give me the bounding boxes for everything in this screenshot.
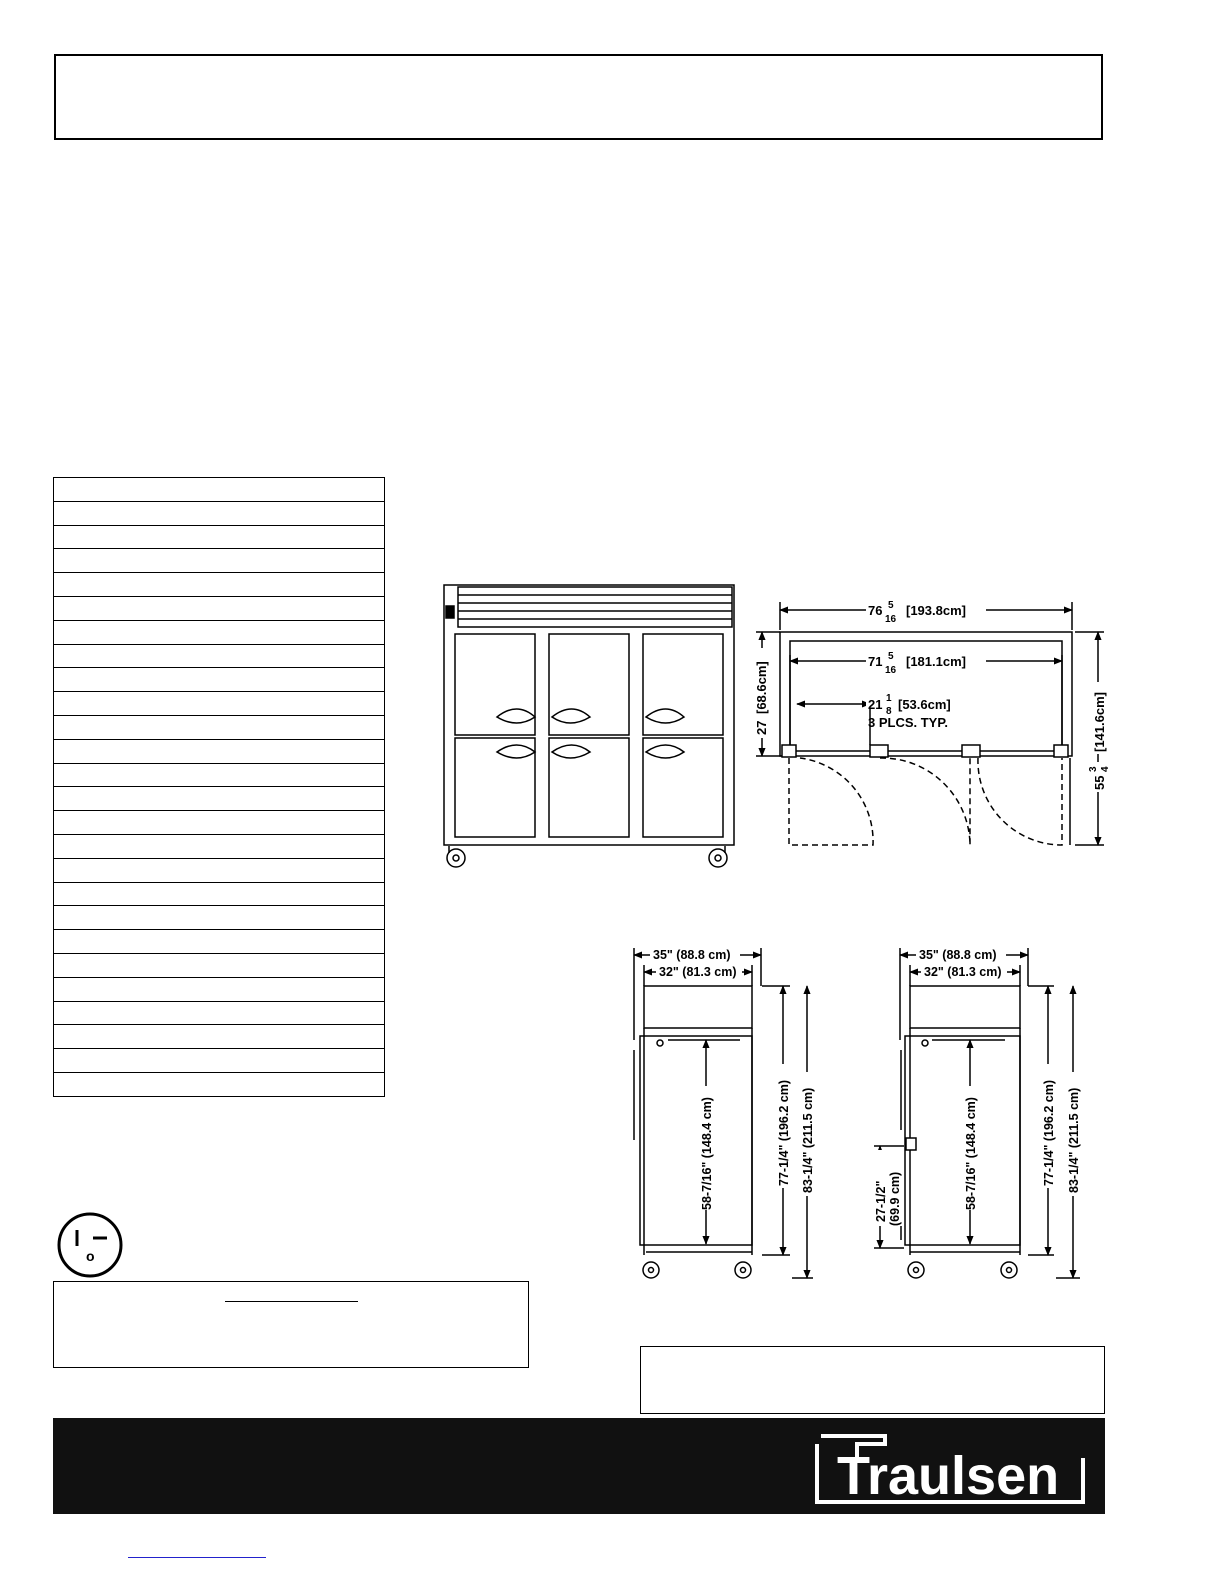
inner-width-whole: 71: [868, 654, 883, 669]
footer-bar: [53, 1418, 1105, 1514]
side-view-right-labels: [870, 947, 1082, 1226]
plug-outlet-icon: [55, 1210, 125, 1280]
plug-ground-mark: o: [86, 1248, 95, 1264]
right-width-inner: 32" (81.3 cm): [924, 965, 1002, 979]
overall-width-num: 5: [888, 600, 894, 611]
right-body-height: 77-1/4" (196.2 cm): [1042, 1080, 1056, 1186]
overall-width-den: 16: [885, 614, 897, 625]
depth-value: 27: [754, 720, 769, 735]
left-body-height: 77-1/4" (196.2 cm): [777, 1080, 791, 1186]
left-width-outer: 35" (88.8 cm): [653, 948, 731, 962]
inner-width-den: 16: [885, 665, 897, 676]
door-width-den: 8: [886, 706, 892, 717]
left-overall-height: 83-1/4" (211.5 cm): [801, 1087, 815, 1193]
inner-width-metric: [181.1cm]: [906, 654, 966, 669]
door-width-whole: 21: [868, 697, 883, 712]
depth-metric: [68.6cm]: [754, 661, 769, 714]
door-width-metric: [53.6cm]: [898, 697, 951, 712]
bottom-link-underline[interactable]: [128, 1557, 266, 1558]
overall-width-whole: 76: [868, 603, 883, 618]
right-interior-height: 58-7/16" (148.4 cm): [964, 1097, 978, 1210]
note-box: [53, 1281, 529, 1368]
door-swing-num: 3: [1088, 766, 1099, 772]
total-depth-metric: [141.6cm]: [1092, 692, 1107, 752]
door-width-num: 1: [886, 693, 892, 704]
front-view-drawing: [444, 585, 734, 867]
left-width-inner: 32" (81.3 cm): [659, 965, 737, 979]
brand-name: Traulsen: [837, 1446, 1060, 1506]
door-note: 3 PLCS. TYP.: [868, 715, 948, 730]
door-swing-whole: 55: [1092, 775, 1107, 790]
door-swing-den: 4: [1100, 766, 1111, 772]
brand-logo: [813, 1430, 1089, 1508]
inner-width-num: 5: [888, 651, 894, 662]
left-interior-height: 58-7/16" (148.4 cm): [700, 1097, 714, 1210]
right-width-outer: 35" (88.8 cm): [919, 948, 997, 962]
overall-width-metric: [193.8cm]: [906, 603, 966, 618]
approval-box: [640, 1346, 1105, 1414]
top-view-labels: [751, 598, 1111, 792]
note-underline: [225, 1301, 358, 1302]
right-half-door-height-in: 27-1/2": [874, 1180, 888, 1222]
right-overall-height: 83-1/4" (211.5 cm): [1067, 1087, 1081, 1193]
right-half-door-height-cm: (69.9 cm): [888, 1171, 902, 1226]
